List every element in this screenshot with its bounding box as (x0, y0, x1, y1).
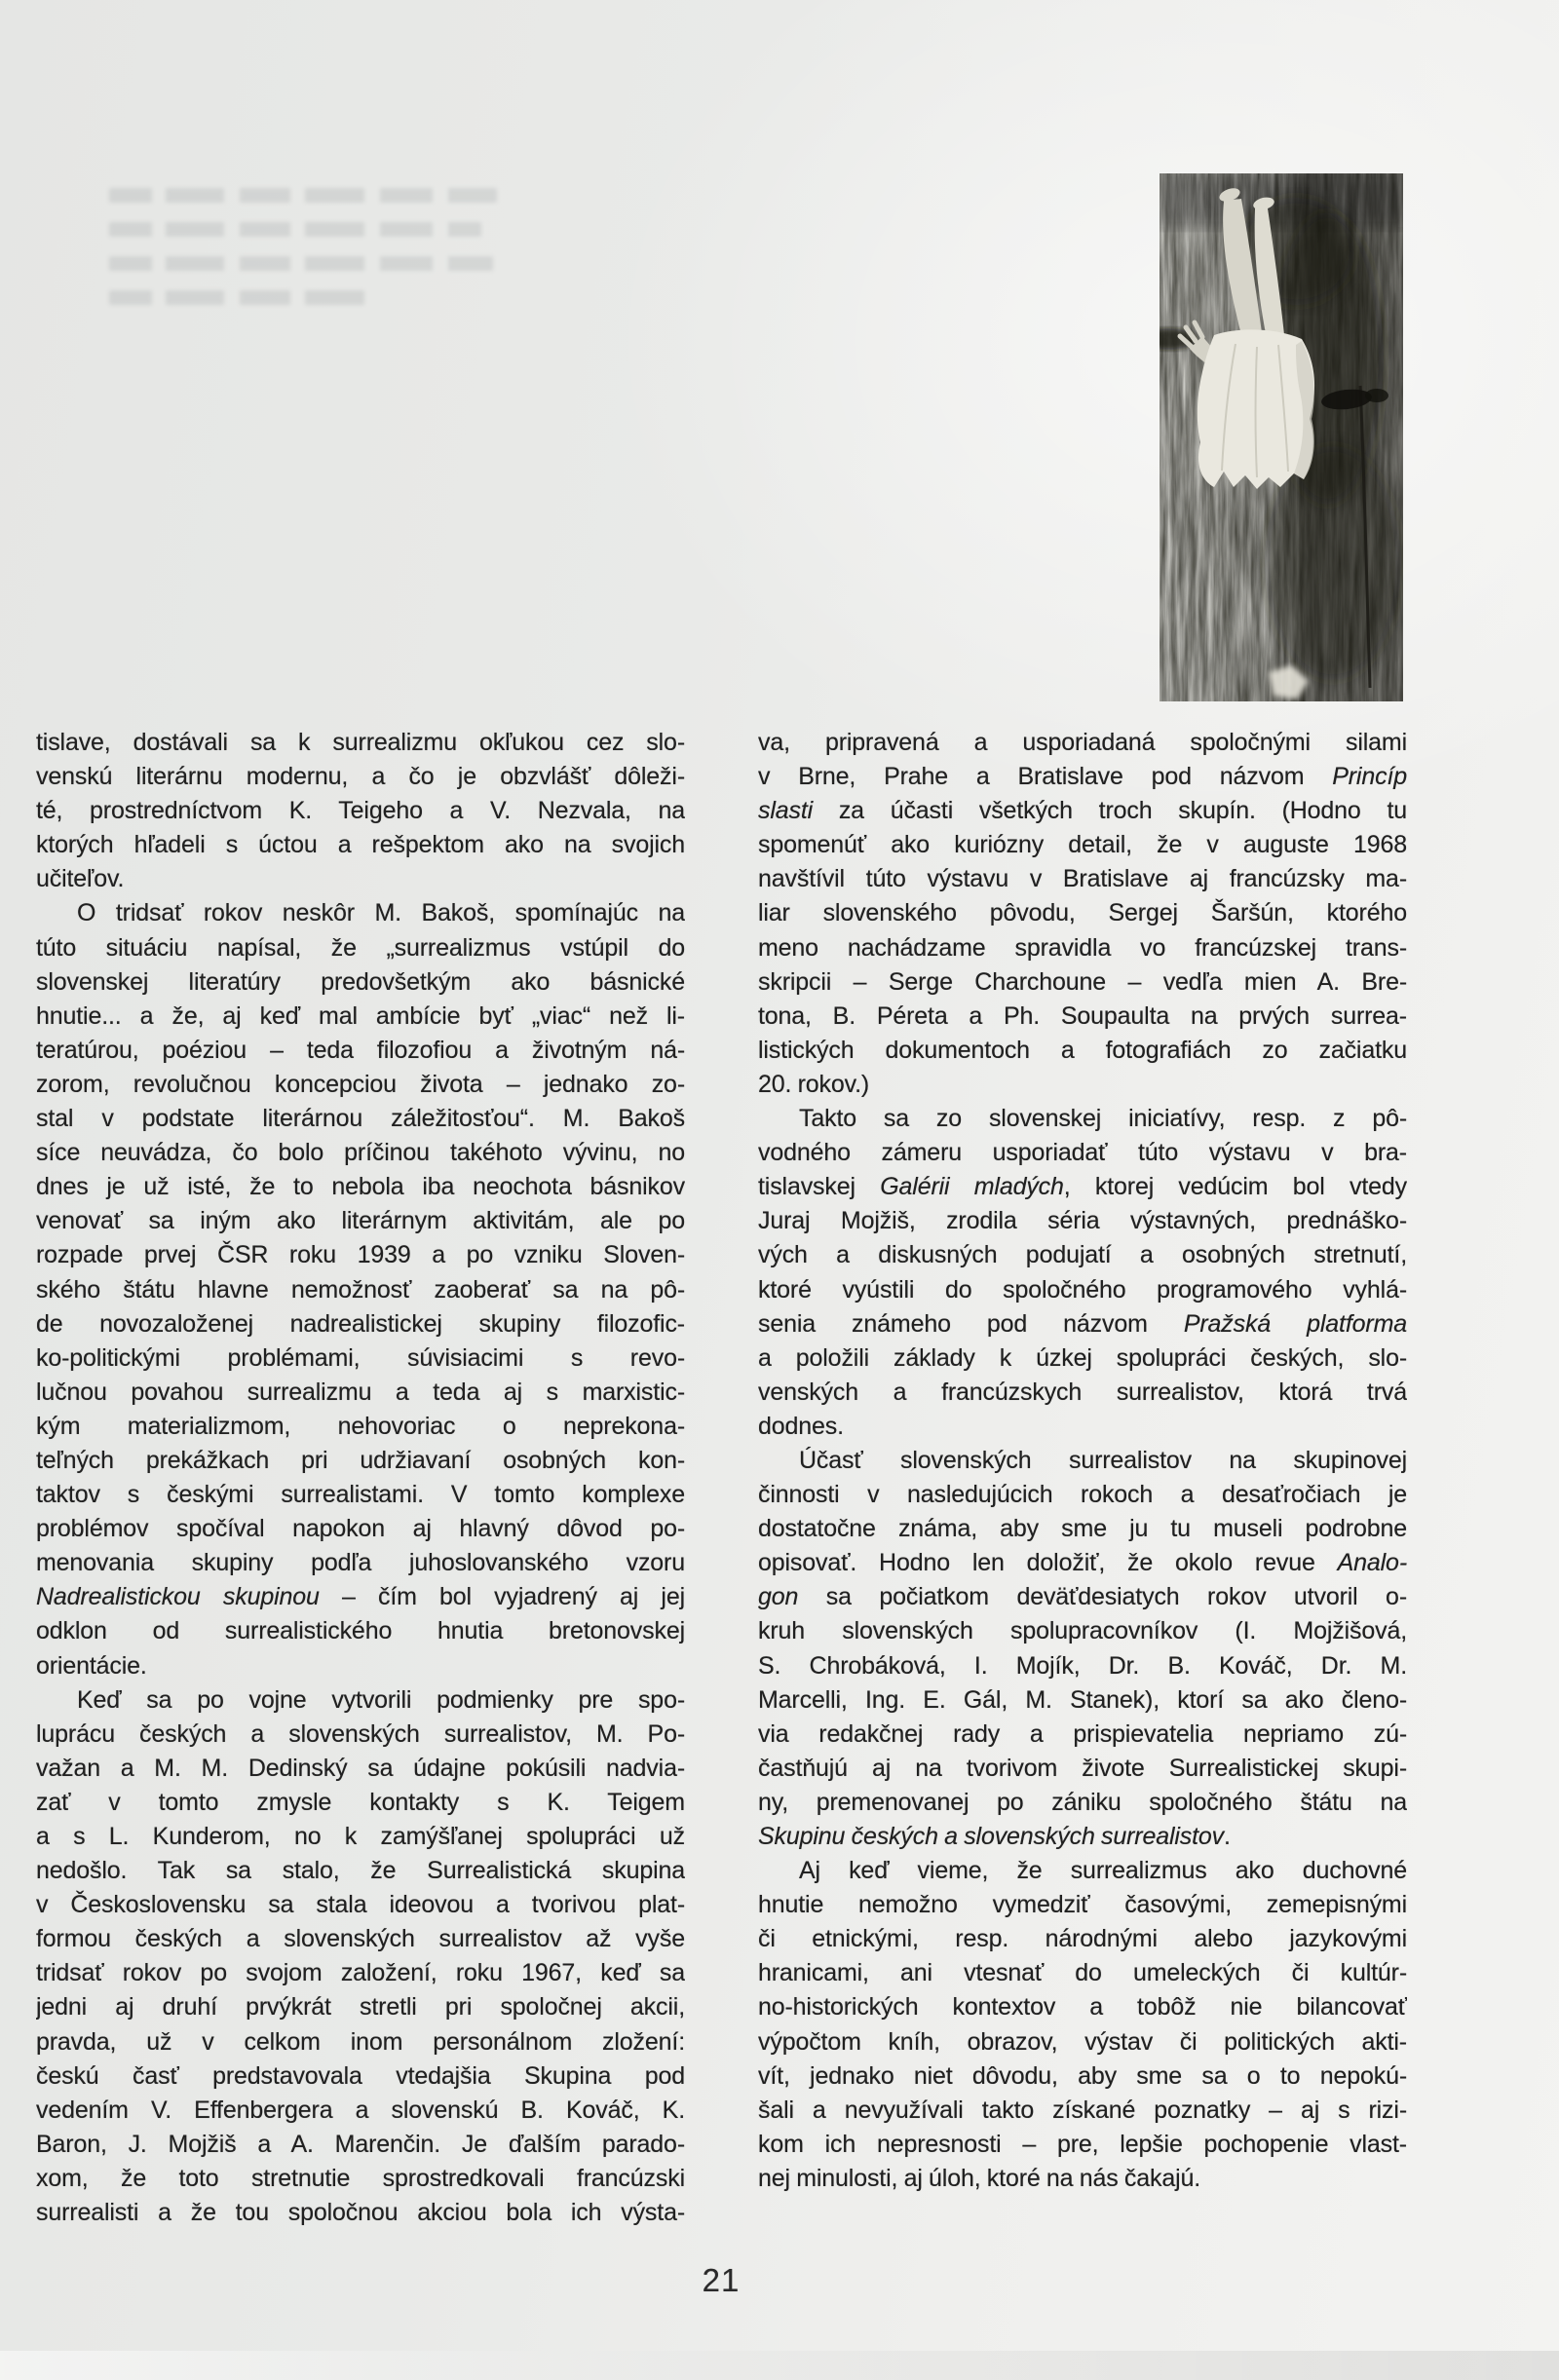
text-line: tridsať rokov po svojom založení, roku 1967, keď sa (36, 1959, 685, 1987)
text-line: jedni aj druhí prvýkrát stretli pri spoločnej akcii, (36, 1993, 685, 2021)
text-line: tona, B. Péreta a Ph. Soupaulta na prvých surrea- (758, 1001, 1407, 1030)
text-line: či etnickými, resp. národnými alebo jazykovými (758, 1925, 1407, 1953)
text-line: kým materializmom, nehovoriac o neprekona- (36, 1412, 685, 1440)
text-line: liar slovenského pôvodu, Sergej Šaršún, ktorého (758, 899, 1407, 927)
text-line: opisovať. Hodno len doložiť, že okolo revue Analo- (758, 1549, 1407, 1577)
text-line: tislave, dostávali sa k surrealizmu okľukou cez slo- (36, 729, 685, 756)
text-line: a s L. Kunderom, no k zamýšľanej spolupráci už (36, 1823, 685, 1850)
photo-illustration (1160, 173, 1403, 701)
page-bleed-through (109, 188, 497, 324)
text-line: vých a diskusných podujatí a osobných stretnutí, (758, 1241, 1407, 1269)
text-line: té, prostredníctvom K. Teigeho a V. Nezvala, na (36, 797, 685, 825)
page-number: 21 (702, 2262, 741, 2298)
text-line: dodnes. (758, 1412, 844, 1440)
photo-upside-down-figure (1160, 173, 1403, 701)
text-line: nedošlo. Tak sa stalo, že Surrealistická skupina (36, 1857, 685, 1885)
bleed-line (109, 188, 497, 203)
text-line: formou českých a slovenských surrealistov až vyše (36, 1925, 685, 1953)
text-line: Baron, J. Mojžiš a A. Marenčin. Je ďalším parado- (36, 2130, 685, 2158)
text-column-left (36, 726, 685, 2230)
text-line: Keď sa po vojne vytvorili podmienky pre spo- (77, 1685, 685, 1714)
text-line: vít, jednako niet dôvodu, aby sme sa o to nepokú- (758, 2061, 1407, 2090)
text-line: a položili základy k úzkej spolupráci českých, slo- (758, 1343, 1407, 1372)
text-line: slovenskej literatúry predovšetkým ako básnické (36, 967, 685, 996)
text-line: zorom, revolučnou koncepciou života – jednako zo- (36, 1070, 685, 1098)
text-line: teratúrou, poéziou – teda filozofiou a životným ná- (36, 1036, 685, 1064)
bleed-line (109, 290, 365, 305)
text-line: meno nachádzame spravidla vo francúzskej trans- (758, 933, 1407, 962)
text-line: luprácu českých a slovenských surrealistov, M. Po- (36, 1719, 685, 1748)
text-line: ny, premenovanej po zániku spoločného štátu na (758, 1788, 1407, 1816)
text-line: odklon od surrealistického hnutia bretonovskej (36, 1617, 685, 1645)
text-line: senia známeho pod názvom Pražská platforma (758, 1309, 1407, 1338)
text-line: Takto sa zo slovenskej iniciatívy, resp. z pô- (799, 1105, 1407, 1133)
text-line: zať v tomto zmysle kontakty s K. Teigem (36, 1788, 685, 1816)
text-line: ktoré vyústili do spoločného programového vyhlá- (758, 1275, 1407, 1303)
text-line: učiteľov. (36, 865, 125, 893)
text-line: Juraj Mojžiš, zrodila séria výstavných, prednáško- (758, 1207, 1407, 1235)
text-line: orientácie. (36, 1651, 147, 1680)
text-line: ského štátu hlavne nemožnosť zaoberať sa na pô- (36, 1275, 685, 1303)
text-line: ko-politickými problémami, súvisiacimi s revo- (36, 1343, 685, 1372)
text-line: surrealisti a že tou spoločnou akciou bola ich výsta- (36, 2199, 685, 2227)
text-line: tislavskej Galérii mladých, ktorej vedúcim bol vtedy (758, 1173, 1407, 1201)
bleed-line (109, 256, 493, 271)
text-line: xom, že toto stretnutie sprostredkovali francúzski (36, 2164, 685, 2192)
text-line: Skupinu českých a slovenských surrealistov. (758, 1823, 1231, 1850)
text-line: S. Chrobáková, I. Mojík, Dr. B. Kováč, Dr. M. (758, 1651, 1407, 1680)
text-line: venských a francúzskych surrealistov, ktorá trvá (758, 1378, 1407, 1406)
text-line: dnes je už isté, že to nebola iba neochota básnikov (36, 1173, 685, 1201)
text-line: túto situáciu napísal, že „surrealizmus vstúpil do (36, 933, 685, 962)
text-line: vodného zámeru usporiadať túto výstavu v bra- (758, 1139, 1407, 1167)
text-line: gon sa počiatkom deväťdesiatych rokov utvoril o- (758, 1583, 1407, 1611)
text-line: via redakčnej rady a prispievatelia nepriamo zú- (758, 1719, 1407, 1748)
text-line: vedením V. Effenbergera a slovenskú B. Kováč, K. (36, 2096, 685, 2124)
text-line: nej minulosti, aj úloh, ktoré na nás čakajú. (758, 2164, 1201, 2192)
text-line: síce neuvádza, čo bolo príčinou takéhoto vývinu, no (36, 1139, 685, 1167)
text-line: taktov s českými surrealistami. V tomto komplexe (36, 1481, 685, 1509)
text-line: problémov spočíval napokon aj hlavný dôvod po- (36, 1515, 685, 1543)
text-line: de novozaloženej nadrealistickej skupiny filozofic- (36, 1309, 685, 1338)
text-line: teľných prekážkach pri udržiavaní osobných kon- (36, 1446, 685, 1474)
bleed-line (109, 222, 481, 237)
text-line: Marcelli, Ing. E. Gál, M. Stanek), ktorí sa ako členo- (758, 1685, 1407, 1714)
text-line: v Československu sa stala ideovou a tvorivou plat- (36, 1891, 685, 1919)
text-line: spomenúť ako kuriózny detail, že v auguste 1968 (758, 831, 1407, 859)
text-line: častňujú aj na tvorivom živote Surrealistickej skupi- (758, 1754, 1407, 1782)
text-line: slasti za účasti všetkých troch skupín. (Hodno tu (758, 797, 1407, 825)
text-line: venovať sa iným ako literárnym aktivitám, ale po (36, 1207, 685, 1235)
text-column-right (758, 726, 1407, 2196)
text-line: skripcii – Serge Charchoune – vedľa mien A. Bre- (758, 967, 1407, 996)
text-line: važan a M. M. Dedinský sa údajne pokúsili nadvia- (36, 1754, 685, 1782)
text-line: dostatočne známa, aby sme ju tu museli podrobne (758, 1515, 1407, 1543)
text-line: O tridsať rokov neskôr M. Bakoš, spomínajúc na (77, 899, 685, 927)
text-line: Aj keď vieme, že surrealizmus ako duchovné (799, 1857, 1407, 1885)
text-line: šali a nevyužívali takto získané poznatky – aj s rizi- (758, 2096, 1407, 2124)
text-line: navštívil túto výstavu v Bratislave aj francúzsky ma- (758, 865, 1407, 893)
text-line: kom ich nepresnosti – pre, lepšie pochopenie vlast- (758, 2130, 1407, 2158)
text-line: hnutie... a že, aj keď mal ambície byť „viac“ než li- (36, 1001, 685, 1030)
text-line: českú časť predstavovala vtedajšia Skupina pod (36, 2061, 685, 2090)
text-line: pravda, už v celkom inom personálnom zložení: (36, 2027, 685, 2056)
text-line: činnosti v nasledujúcich rokoch a desaťročiach je (758, 1481, 1407, 1509)
text-line: no-historických kontextov a tobôž nie bilancovať (758, 1993, 1407, 2021)
text-line: hnutie nemožno vymedziť časovými, zemepisnými (758, 1891, 1407, 1919)
text-line: va, pripravená a usporiadaná spoločnými silami (758, 729, 1407, 756)
text-line: Nadrealistickou skupinou – čím bol vyjadrený aj jej (36, 1583, 685, 1611)
text-line: rozpade prvej ČSR roku 1939 a po vzniku Sloven- (36, 1241, 685, 1269)
text-line: listických dokumentoch a fotografiách zo začiatku (758, 1036, 1407, 1064)
text-line: 20. rokov.) (758, 1070, 870, 1098)
text-line: v Brne, Prahe a Bratislave pod názvom Princíp (758, 763, 1407, 791)
text-line: výpočtom kníh, obrazov, výstav či politických akti- (758, 2027, 1407, 2056)
text-line: stal v podstate literárnou záležitosťou“. M. Bakoš (36, 1105, 685, 1133)
text-line: menovania skupiny podľa juhoslovanského vzoru (36, 1549, 685, 1577)
text-line: kruh slovenských spolupracovníkov (I. Mojžišová, (758, 1617, 1407, 1645)
text-line: venskú literárnu modernu, a čo je obzvlášť dôleži- (36, 763, 685, 791)
text-line: Účasť slovenských surrealistov na skupinovej (799, 1446, 1407, 1474)
text-line: ktorých hľadeli s úctou a rešpektom ako na svojich (36, 831, 685, 859)
text-line: hranicami, ani vtesnať do umeleckých či kultúr- (758, 1959, 1407, 1987)
text-line: lučnou povahou surrealizmu a teda aj s marxistic- (36, 1378, 685, 1406)
